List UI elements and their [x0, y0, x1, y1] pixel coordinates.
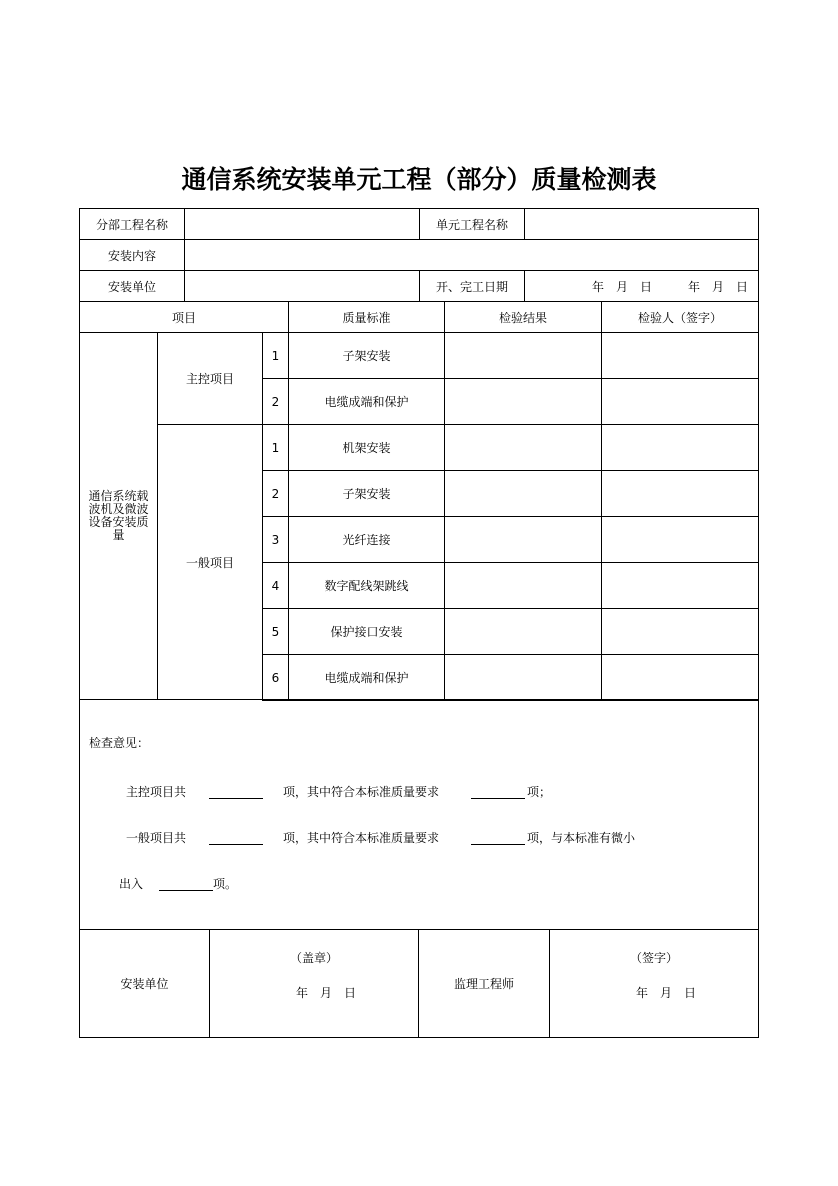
general-suffix: 项，与本标准有微小 [527, 831, 636, 845]
row-inspector-field[interactable] [601, 378, 759, 425]
main-total-label: 主控项目共 [126, 785, 187, 799]
row-number: 2 [262, 378, 289, 425]
engineer-label: 监理工程师 [418, 929, 550, 1038]
main-conform-blank[interactable] [471, 797, 525, 799]
row-standard: 子架安装 [288, 470, 445, 517]
seal-label: （盖章） [290, 951, 339, 965]
main-suffix: 项； [527, 785, 552, 799]
row-result-field[interactable] [444, 470, 602, 517]
row-number: 1 [262, 424, 289, 471]
general-total-label: 一般项目共 [126, 831, 187, 845]
page-title: 通信系统安装单元工程（部分）质量检测表 [181, 165, 657, 194]
row-result-field[interactable] [444, 424, 602, 471]
signature-label: （签字） [630, 951, 679, 965]
header-item: 项目 [79, 301, 289, 333]
row-number: 2 [262, 470, 289, 517]
header-standard: 质量标准 [288, 301, 445, 333]
row-number: 6 [262, 654, 289, 701]
opinion-heading: 检查意见： [89, 736, 150, 750]
division-label: 分部工程名称 [79, 208, 185, 240]
row-number: 4 [262, 562, 289, 609]
main-total-blank[interactable] [209, 797, 263, 799]
header-inspector: 检验人（签字） [601, 301, 759, 333]
deviation-label: 出入 [119, 877, 144, 891]
deviation-blank[interactable] [159, 889, 213, 891]
row-result-field[interactable] [444, 332, 602, 379]
company-label: 安装单位 [79, 270, 185, 302]
main-conform-label: 项，其中符合本标准质量要求 [283, 785, 440, 799]
deviation-suffix: 项。 [213, 877, 238, 891]
row-result-field[interactable] [444, 562, 602, 609]
opinion-box [79, 699, 759, 930]
category-cell: 通信系统载波机及微波设备安装质量 [79, 332, 158, 700]
row-result-field[interactable] [444, 608, 602, 655]
main-items-label: 主控项目 [157, 332, 263, 425]
content-label: 安装内容 [79, 239, 185, 271]
unit-label: 单元工程名称 [419, 208, 525, 240]
row-standard: 数字配线架跳线 [288, 562, 445, 609]
row-number: 5 [262, 608, 289, 655]
dates-field[interactable]: 年 月 日 年 月 日 [524, 270, 759, 302]
unit-field[interactable] [524, 208, 759, 240]
sign-company-label: 安装单位 [79, 929, 210, 1038]
row-inspector-field[interactable] [601, 332, 759, 379]
general-conform-label: 项，其中符合本标准质量要求 [283, 831, 440, 845]
division-field[interactable] [184, 208, 420, 240]
row-standard: 电缆成端和保护 [288, 378, 445, 425]
signature-date: 年 月 日 [636, 986, 697, 1000]
row-inspector-field[interactable] [601, 516, 759, 563]
row-inspector-field[interactable] [601, 424, 759, 471]
row-result-field[interactable] [444, 378, 602, 425]
row-inspector-field[interactable] [601, 562, 759, 609]
row-standard: 保护接口安装 [288, 608, 445, 655]
row-result-field[interactable] [444, 654, 602, 701]
row-number: 3 [262, 516, 289, 563]
row-inspector-field[interactable] [601, 470, 759, 517]
row-standard: 子架安装 [288, 332, 445, 379]
row-inspector-field[interactable] [601, 608, 759, 655]
general-total-blank[interactable] [209, 843, 263, 845]
header-result: 检验结果 [444, 301, 602, 333]
row-inspector-field[interactable] [601, 654, 759, 701]
row-standard: 电缆成端和保护 [288, 654, 445, 701]
row-standard: 机架安装 [288, 424, 445, 471]
company-field[interactable] [184, 270, 420, 302]
row-number: 1 [262, 332, 289, 379]
row-standard: 光纤连接 [288, 516, 445, 563]
content-field[interactable] [184, 239, 759, 271]
seal-date: 年 月 日 [296, 986, 357, 1000]
general-items-label: 一般项目 [157, 424, 263, 700]
row-result-field[interactable] [444, 516, 602, 563]
general-conform-blank[interactable] [471, 843, 525, 845]
dates-label: 开、完工日期 [419, 270, 525, 302]
